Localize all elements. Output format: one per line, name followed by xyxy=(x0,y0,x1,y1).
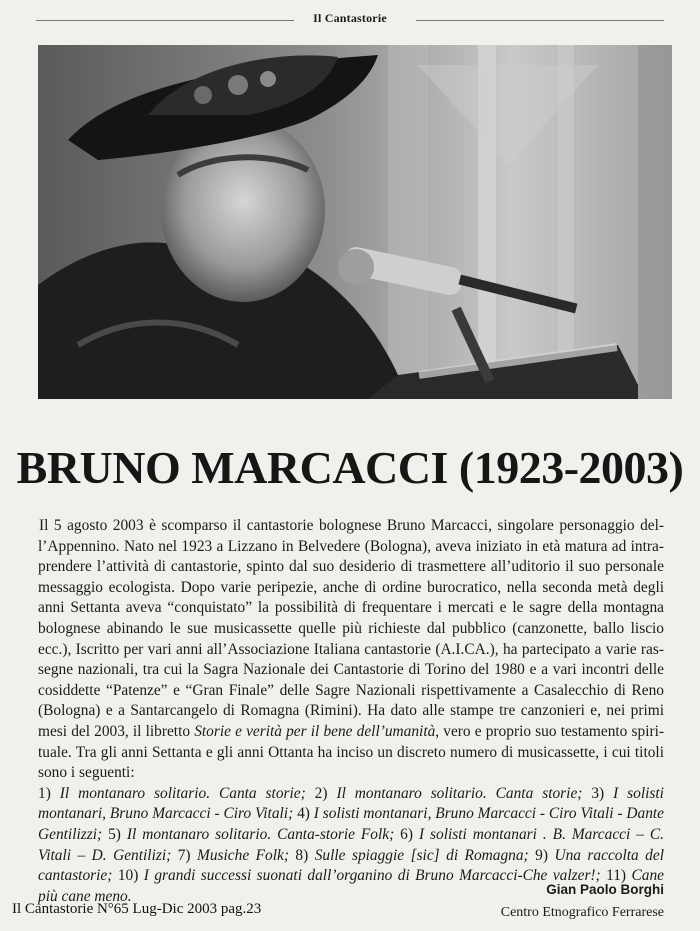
cassette-title: I solisti montanari, Bruno Marcacci - Ciro Vitali; xyxy=(38,784,664,823)
cassette-title: I grandi successi suonati dall’organino di Bruno Marcacci-Che valzer!; xyxy=(143,867,601,885)
cassette-number: 10) xyxy=(112,867,144,885)
cassette-number: 3) xyxy=(582,784,614,802)
cassette-title: Una raccolta del cantastorie; xyxy=(38,846,664,885)
header-title: Il Cantastorie xyxy=(313,11,387,25)
cassette-title: Sulle spiaggie [sic] di Romagna; xyxy=(314,846,529,864)
portrait-photo-graphic xyxy=(38,45,672,399)
cassette-number: 6) xyxy=(394,825,419,843)
source-caption: Il Cantastorie N°65 Lug-Dic 2003 pag.23 xyxy=(12,901,262,917)
cassette-number: 11) xyxy=(600,867,632,885)
cassette-title: Il montanaro solitario. Canta-storie Folk; xyxy=(126,825,395,843)
paragraph-text-part-1: Il 5 agosto 2003 è scomparso il cantastorie bolognese Bruno Marcacci, singolare personaggio del-l’Appennino. Nato nel 1923 a Lizzano in Belvedere (Bologna), aveva iniziato in età matura ad intra-prendere l’attività di cantastorie, spinto dal suo desiderio di trasmettere all’uditorio il suo personale messaggio ecologista. Dopo varie peripezie, anche di ordine burocratico, nella seconda metà degli anni Settanta aveva “conquistato” la possibilità di frequentare i mercati e le sagre della montagna bolognese abinando le sue musicassette quelle più richieste dal pubblico (canzonette, ballo liscio ecc.), Iscritto per vari anni all’Associazione Italiana cantastorie (A.I.CA.), ha partecipato a varie ras-segne nazionali, tra cui la Sagra Nazionale dei Cantastorie di Torino del 1980 e a vari incontri delle cosiddette “Patenze” e “Gran Finale” delle Sagre Nazionali rispettivamente a Casalecchio di Reno (Bologna) e a Santarcangelo di Romagna (Rimini). Ha dato alle stampe tre canzonieri e, nei primi mesi del 2003, il libretto xyxy=(38,517,664,740)
cassette-number: 9) xyxy=(528,846,555,864)
cassette-number: 4) xyxy=(293,805,314,823)
article-body xyxy=(38,516,664,907)
article-paragraph xyxy=(38,516,664,784)
cassette-title: Cane più cane meno. xyxy=(38,867,664,905)
running-header xyxy=(36,10,664,30)
author-name: Gian Paolo Borghi xyxy=(546,882,664,897)
cassette-number: 7) xyxy=(171,846,198,864)
cassette-number: 1) xyxy=(38,784,60,802)
header-rule-right xyxy=(416,20,664,21)
cassette-number: 5) xyxy=(102,825,127,843)
cassette-title: Il montanaro solitario. Canta storie; xyxy=(336,784,583,802)
booklet-title: Storie e verità per il bene dell’umanità xyxy=(194,722,436,740)
cassette-title: Musiche Folk; xyxy=(197,846,289,864)
cassette-title: I solisti montanari, Bruno Marcacci - Ciro Vitali - Dante Gentilizzi; xyxy=(38,805,664,843)
portrait-photo xyxy=(38,45,672,399)
author-institute: Centro Etnografico Ferrarese xyxy=(500,905,664,920)
cassette-number: 8) xyxy=(288,846,315,864)
cassette-title: I solisti montanari . B. Marcacci – C. Vitali – D. Gentilizi; xyxy=(38,825,664,864)
article-headline: BRUNO MARCACCI (1923-2003) xyxy=(16,442,684,493)
paragraph-text-part-2: , vero e proprio suo testamento spiri-tuale. Tra gli anni Settanta e gli anni Ottanta ha inciso un discreto numero di musicassette, i cui titoli sono i seguenti: xyxy=(38,722,664,782)
cassette-title: Il montanaro solitario. Canta storie; xyxy=(59,784,306,802)
cassette-number: 2) xyxy=(305,784,337,802)
